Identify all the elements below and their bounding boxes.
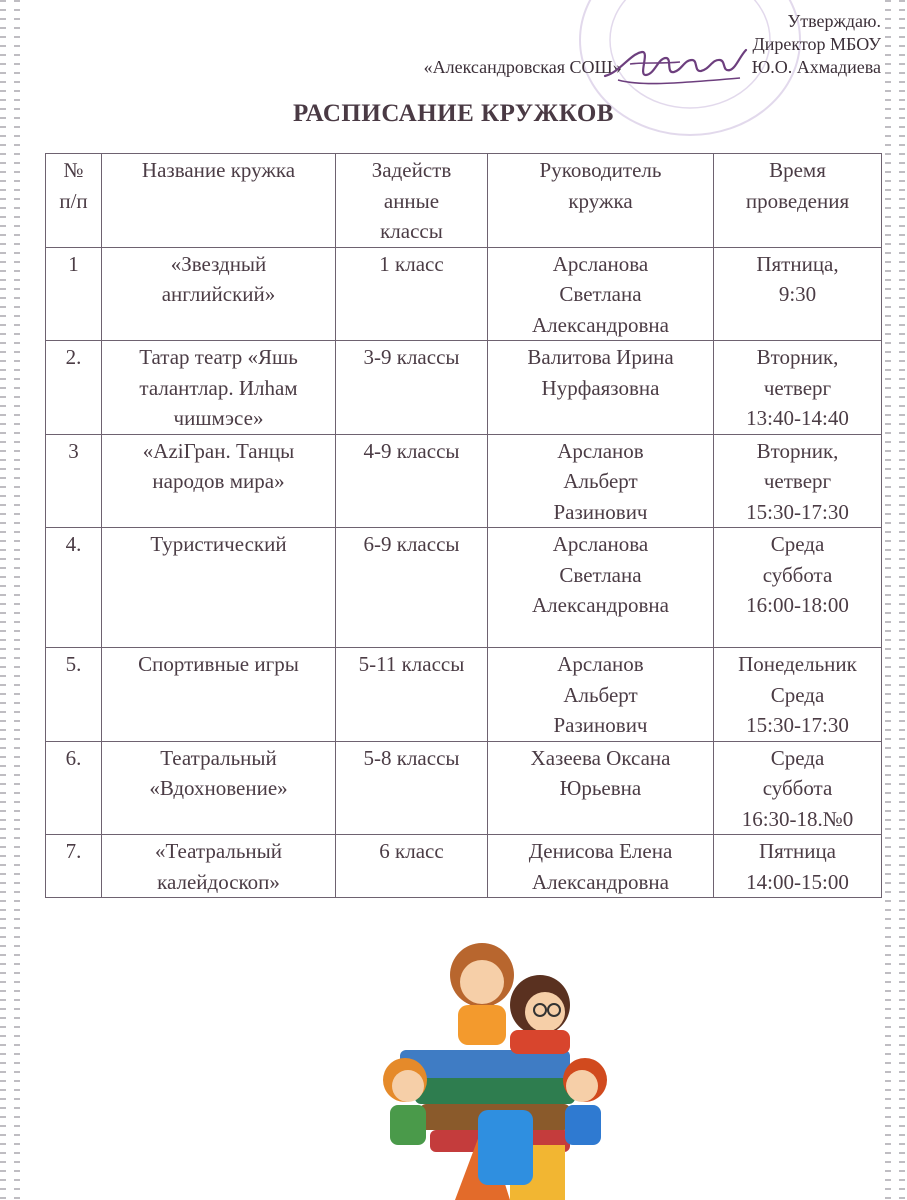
cell-number: 5. <box>46 648 102 742</box>
header-leader: Руководитель кружка <box>488 154 714 248</box>
table-row <box>46 247 882 341</box>
cell-club-name: «AziГран. Танцы народов мира» <box>102 434 336 528</box>
header-classes: Задейств анные классы <box>336 154 488 248</box>
approval-director-name: Ю.О. Ахмадиева <box>751 57 881 77</box>
cell-number: 2. <box>46 341 102 435</box>
cell-number: 3 <box>46 434 102 528</box>
decorative-border-left <box>0 0 20 1200</box>
cell-time: Вторник, четверг 13:40-14:40 <box>714 341 882 435</box>
cell-classes: 3-9 классы <box>336 341 488 435</box>
cell-time: Вторник, четверг 15:30-17:30 <box>714 434 882 528</box>
cell-classes: 5-8 классы <box>336 741 488 835</box>
cell-leader: Хазеева Оксана Юрьевна <box>488 741 714 835</box>
cell-time: Среда суббота 16:00-18:00 <box>714 528 882 648</box>
table-row <box>46 528 882 648</box>
cell-leader: Арсланова Светлана Александровна <box>488 247 714 341</box>
cell-classes: 6-9 классы <box>336 528 488 648</box>
cell-leader: Денисова Елена Александровна <box>488 835 714 898</box>
cell-club-name: Татар театр «Яшь талантлар. Илһам чишмэсе» <box>102 341 336 435</box>
table-row <box>46 835 882 898</box>
cell-number: 6. <box>46 741 102 835</box>
cell-leader: Арсланов Альберт Разинович <box>488 648 714 742</box>
decorative-border-right <box>885 0 905 1200</box>
children-with-books-illustration-icon <box>360 930 630 1200</box>
approval-line-2: Директор МБОУ <box>752 34 881 54</box>
cell-club-name: Туристический <box>102 528 336 648</box>
header-club-name: Название кружка <box>102 154 336 248</box>
cell-number: 7. <box>46 835 102 898</box>
cell-club-name: Театральный «Вдохновение» <box>102 741 336 835</box>
cell-classes: 1 класс <box>336 247 488 341</box>
header-time: Время проведения <box>714 154 882 248</box>
table-row <box>46 434 882 528</box>
cell-classes: 6 класс <box>336 835 488 898</box>
approval-organization: «Александровская СОШ» <box>423 57 622 77</box>
cell-time: Пятница 14:00-15:00 <box>714 835 882 898</box>
director-signature-icon <box>600 42 750 88</box>
cell-time: Среда суббота 16:30-18.№0 <box>714 741 882 835</box>
page-title: РАСПИСАНИЕ КРУЖКОВ <box>293 100 614 127</box>
table-row <box>46 648 882 742</box>
cell-leader: Арсланова Светлана Александровна <box>488 528 714 648</box>
cell-leader: Арсланов Альберт Разинович <box>488 434 714 528</box>
cell-club-name: Спортивные игры <box>102 648 336 742</box>
cell-leader: Валитова Ирина Нурфаязовна <box>488 341 714 435</box>
cell-club-name: «Звездный английский» <box>102 247 336 341</box>
cell-time: Пятница, 9:30 <box>714 247 882 341</box>
table-header-row <box>46 154 882 248</box>
cell-classes: 4-9 классы <box>336 434 488 528</box>
cell-club-name: «Театральный калейдоскоп» <box>102 835 336 898</box>
cell-number: 1 <box>46 247 102 341</box>
table-row <box>46 341 882 435</box>
approval-line-1: Утверждаю. <box>787 11 881 31</box>
table-row <box>46 741 882 835</box>
cell-time: Понедельник Среда 15:30-17:30 <box>714 648 882 742</box>
cell-number: 4. <box>46 528 102 648</box>
header-number: № п/п <box>46 154 102 248</box>
cell-classes: 5-11 классы <box>336 648 488 742</box>
clubs-schedule-table <box>45 153 882 898</box>
